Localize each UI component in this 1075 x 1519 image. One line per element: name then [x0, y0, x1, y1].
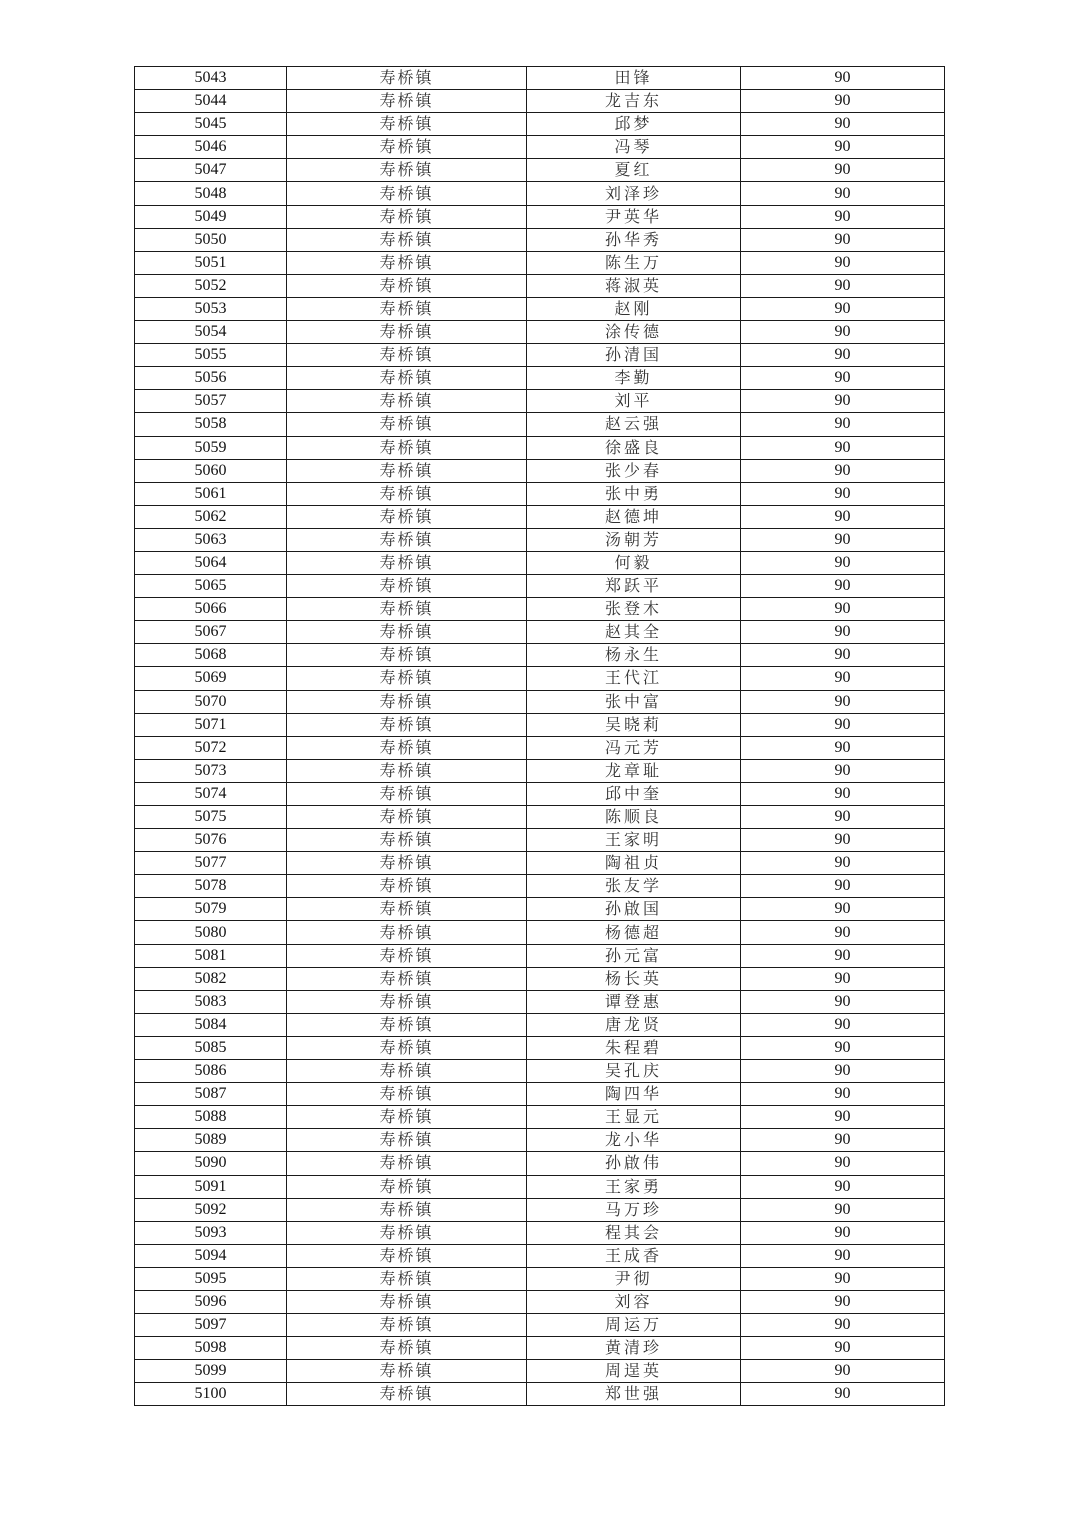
row-number-cell: 5081 [135, 944, 287, 967]
table-row [135, 1360, 945, 1383]
amount-cell: 90 [741, 875, 945, 898]
table-row [135, 274, 945, 297]
row-number-cell: 5045 [135, 113, 287, 136]
table-row [135, 251, 945, 274]
town-cell: 寿桥镇 [287, 551, 527, 574]
amount-cell: 90 [741, 736, 945, 759]
town-cell: 寿桥镇 [287, 1083, 527, 1106]
table-row [135, 921, 945, 944]
amount-cell: 90 [741, 90, 945, 113]
town-cell: 寿桥镇 [287, 459, 527, 482]
row-number-cell: 5068 [135, 644, 287, 667]
amount-cell: 90 [741, 921, 945, 944]
town-cell: 寿桥镇 [287, 321, 527, 344]
row-number-cell: 5048 [135, 182, 287, 205]
table-row [135, 1083, 945, 1106]
row-number-cell: 5087 [135, 1083, 287, 1106]
name-cell: 杨永生 [527, 644, 741, 667]
name-cell: 尹英华 [527, 205, 741, 228]
town-cell: 寿桥镇 [287, 1060, 527, 1083]
table-row [135, 1060, 945, 1083]
name-cell: 张登木 [527, 598, 741, 621]
row-number-cell: 5080 [135, 921, 287, 944]
row-number-cell: 5084 [135, 1013, 287, 1036]
town-cell: 寿桥镇 [287, 136, 527, 159]
amount-cell: 90 [741, 67, 945, 90]
row-number-cell: 5052 [135, 274, 287, 297]
town-cell: 寿桥镇 [287, 944, 527, 967]
amount-cell: 90 [741, 251, 945, 274]
town-cell: 寿桥镇 [287, 182, 527, 205]
table-row [135, 1267, 945, 1290]
table-row [135, 136, 945, 159]
town-cell: 寿桥镇 [287, 898, 527, 921]
town-cell: 寿桥镇 [287, 667, 527, 690]
row-number-cell: 5059 [135, 436, 287, 459]
amount-cell: 90 [741, 1036, 945, 1059]
name-cell: 孙啟伟 [527, 1152, 741, 1175]
table-row [135, 1106, 945, 1129]
name-cell: 李勤 [527, 367, 741, 390]
name-cell: 徐盛良 [527, 436, 741, 459]
name-cell: 张友学 [527, 875, 741, 898]
town-cell: 寿桥镇 [287, 621, 527, 644]
town-cell: 寿桥镇 [287, 1383, 527, 1406]
name-cell: 刘平 [527, 390, 741, 413]
amount-cell: 90 [741, 990, 945, 1013]
name-cell: 杨长英 [527, 967, 741, 990]
town-cell: 寿桥镇 [287, 990, 527, 1013]
town-cell: 寿桥镇 [287, 875, 527, 898]
amount-cell: 90 [741, 1129, 945, 1152]
table-row [135, 621, 945, 644]
row-number-cell: 5058 [135, 413, 287, 436]
town-cell: 寿桥镇 [287, 1244, 527, 1267]
row-number-cell: 5089 [135, 1129, 287, 1152]
row-number-cell: 5099 [135, 1360, 287, 1383]
row-number-cell: 5069 [135, 667, 287, 690]
town-cell: 寿桥镇 [287, 413, 527, 436]
name-cell: 朱程碧 [527, 1036, 741, 1059]
name-cell: 张中富 [527, 690, 741, 713]
row-number-cell: 5071 [135, 713, 287, 736]
row-number-cell: 5047 [135, 159, 287, 182]
town-cell: 寿桥镇 [287, 1129, 527, 1152]
name-cell: 陶四华 [527, 1083, 741, 1106]
row-number-cell: 5065 [135, 575, 287, 598]
row-number-cell: 5088 [135, 1106, 287, 1129]
table-row [135, 1221, 945, 1244]
row-number-cell: 5078 [135, 875, 287, 898]
amount-cell: 90 [741, 344, 945, 367]
table-row [135, 944, 945, 967]
town-cell: 寿桥镇 [287, 67, 527, 90]
table-row [135, 1337, 945, 1360]
name-cell: 孙华秀 [527, 228, 741, 251]
table-row [135, 344, 945, 367]
amount-cell: 90 [741, 1314, 945, 1337]
name-cell: 龙吉东 [527, 90, 741, 113]
name-cell: 黄清珍 [527, 1337, 741, 1360]
amount-cell: 90 [741, 297, 945, 320]
row-number-cell: 5085 [135, 1036, 287, 1059]
row-number-cell: 5063 [135, 528, 287, 551]
amount-cell: 90 [741, 436, 945, 459]
row-number-cell: 5086 [135, 1060, 287, 1083]
name-cell: 周运万 [527, 1314, 741, 1337]
name-cell: 郑跃平 [527, 575, 741, 598]
table-row [135, 667, 945, 690]
name-cell: 程其会 [527, 1221, 741, 1244]
row-number-cell: 5043 [135, 67, 287, 90]
table-row [135, 67, 945, 90]
amount-cell: 90 [741, 482, 945, 505]
table-row [135, 367, 945, 390]
amount-cell: 90 [741, 1383, 945, 1406]
town-cell: 寿桥镇 [287, 967, 527, 990]
town-cell: 寿桥镇 [287, 1198, 527, 1221]
name-cell: 张少春 [527, 459, 741, 482]
table-row [135, 1175, 945, 1198]
town-cell: 寿桥镇 [287, 344, 527, 367]
row-number-cell: 5044 [135, 90, 287, 113]
town-cell: 寿桥镇 [287, 1106, 527, 1129]
town-cell: 寿桥镇 [287, 297, 527, 320]
row-number-cell: 5070 [135, 690, 287, 713]
amount-cell: 90 [741, 598, 945, 621]
amount-cell: 90 [741, 1152, 945, 1175]
table-row [135, 90, 945, 113]
amount-cell: 90 [741, 205, 945, 228]
amount-cell: 90 [741, 575, 945, 598]
name-cell: 唐龙贤 [527, 1013, 741, 1036]
row-number-cell: 5074 [135, 782, 287, 805]
name-cell: 吴晓莉 [527, 713, 741, 736]
name-cell: 田锋 [527, 67, 741, 90]
name-cell: 周逞英 [527, 1360, 741, 1383]
amount-cell: 90 [741, 829, 945, 852]
amount-cell: 90 [741, 1060, 945, 1083]
name-cell: 汤朝芳 [527, 528, 741, 551]
table-row [135, 713, 945, 736]
town-cell: 寿桥镇 [287, 1013, 527, 1036]
row-number-cell: 5082 [135, 967, 287, 990]
row-number-cell: 5067 [135, 621, 287, 644]
row-number-cell: 5098 [135, 1337, 287, 1360]
name-cell: 刘容 [527, 1290, 741, 1313]
row-number-cell: 5064 [135, 551, 287, 574]
amount-cell: 90 [741, 944, 945, 967]
amount-cell: 90 [741, 644, 945, 667]
town-cell: 寿桥镇 [287, 113, 527, 136]
row-number-cell: 5076 [135, 829, 287, 852]
name-cell: 刘泽珍 [527, 182, 741, 205]
amount-cell: 90 [741, 1290, 945, 1313]
table-row [135, 159, 945, 182]
table-row [135, 528, 945, 551]
name-cell: 冯琴 [527, 136, 741, 159]
amount-cell: 90 [741, 182, 945, 205]
row-number-cell: 5090 [135, 1152, 287, 1175]
amount-cell: 90 [741, 1106, 945, 1129]
table-row [135, 736, 945, 759]
table-row [135, 644, 945, 667]
table-row [135, 413, 945, 436]
town-cell: 寿桥镇 [287, 1360, 527, 1383]
amount-cell: 90 [741, 321, 945, 344]
table-row [135, 1290, 945, 1313]
name-cell: 蒋淑英 [527, 274, 741, 297]
name-cell: 马万珍 [527, 1198, 741, 1221]
amount-cell: 90 [741, 1244, 945, 1267]
name-cell: 赵云强 [527, 413, 741, 436]
name-cell: 孙元富 [527, 944, 741, 967]
amount-cell: 90 [741, 136, 945, 159]
name-cell: 王家明 [527, 829, 741, 852]
amount-cell: 90 [741, 367, 945, 390]
name-cell: 陈生万 [527, 251, 741, 274]
row-number-cell: 5046 [135, 136, 287, 159]
row-number-cell: 5072 [135, 736, 287, 759]
table-row [135, 967, 945, 990]
row-number-cell: 5050 [135, 228, 287, 251]
town-cell: 寿桥镇 [287, 482, 527, 505]
table-row [135, 852, 945, 875]
town-cell: 寿桥镇 [287, 782, 527, 805]
town-cell: 寿桥镇 [287, 274, 527, 297]
row-number-cell: 5091 [135, 1175, 287, 1198]
town-cell: 寿桥镇 [287, 1036, 527, 1059]
row-number-cell: 5097 [135, 1314, 287, 1337]
amount-cell: 90 [741, 667, 945, 690]
name-cell: 赵其全 [527, 621, 741, 644]
table-row [135, 205, 945, 228]
row-number-cell: 5094 [135, 1244, 287, 1267]
town-cell: 寿桥镇 [287, 921, 527, 944]
name-cell: 谭登惠 [527, 990, 741, 1013]
name-cell: 赵德坤 [527, 505, 741, 528]
table-row [135, 1152, 945, 1175]
amount-cell: 90 [741, 159, 945, 182]
name-cell: 郑世强 [527, 1383, 741, 1406]
name-cell: 陶祖贞 [527, 852, 741, 875]
name-cell: 张中勇 [527, 482, 741, 505]
amount-cell: 90 [741, 967, 945, 990]
town-cell: 寿桥镇 [287, 1152, 527, 1175]
table-row [135, 829, 945, 852]
row-number-cell: 5051 [135, 251, 287, 274]
town-cell: 寿桥镇 [287, 367, 527, 390]
table-row [135, 1036, 945, 1059]
table-row [135, 1198, 945, 1221]
name-cell: 孙清国 [527, 344, 741, 367]
amount-cell: 90 [741, 1013, 945, 1036]
town-cell: 寿桥镇 [287, 528, 527, 551]
amount-cell: 90 [741, 806, 945, 829]
row-number-cell: 5054 [135, 321, 287, 344]
name-cell: 杨德超 [527, 921, 741, 944]
amount-cell: 90 [741, 1083, 945, 1106]
amount-cell: 90 [741, 690, 945, 713]
amount-cell: 90 [741, 1221, 945, 1244]
row-number-cell: 5075 [135, 806, 287, 829]
town-cell: 寿桥镇 [287, 713, 527, 736]
table-row [135, 182, 945, 205]
amount-cell: 90 [741, 228, 945, 251]
table-row [135, 875, 945, 898]
amount-cell: 90 [741, 551, 945, 574]
amount-cell: 90 [741, 390, 945, 413]
town-cell: 寿桥镇 [287, 759, 527, 782]
name-cell: 何毅 [527, 551, 741, 574]
row-number-cell: 5062 [135, 505, 287, 528]
town-cell: 寿桥镇 [287, 251, 527, 274]
name-cell: 龙章耻 [527, 759, 741, 782]
town-cell: 寿桥镇 [287, 1337, 527, 1360]
town-cell: 寿桥镇 [287, 205, 527, 228]
amount-cell: 90 [741, 1337, 945, 1360]
table-row [135, 782, 945, 805]
town-cell: 寿桥镇 [287, 690, 527, 713]
amount-cell: 90 [741, 1198, 945, 1221]
table-row [135, 228, 945, 251]
amount-cell: 90 [741, 759, 945, 782]
table-row [135, 505, 945, 528]
town-cell: 寿桥镇 [287, 436, 527, 459]
table-row [135, 297, 945, 320]
amount-cell: 90 [741, 528, 945, 551]
amount-cell: 90 [741, 113, 945, 136]
name-cell: 孙啟国 [527, 898, 741, 921]
town-cell: 寿桥镇 [287, 806, 527, 829]
row-number-cell: 5077 [135, 852, 287, 875]
row-number-cell: 5061 [135, 482, 287, 505]
table-row [135, 321, 945, 344]
amount-cell: 90 [741, 782, 945, 805]
town-cell: 寿桥镇 [287, 575, 527, 598]
town-cell: 寿桥镇 [287, 505, 527, 528]
row-number-cell: 5049 [135, 205, 287, 228]
name-cell: 龙小华 [527, 1129, 741, 1152]
table-row [135, 759, 945, 782]
town-cell: 寿桥镇 [287, 1267, 527, 1290]
town-cell: 寿桥镇 [287, 736, 527, 759]
table-row [135, 1244, 945, 1267]
town-cell: 寿桥镇 [287, 228, 527, 251]
row-number-cell: 5056 [135, 367, 287, 390]
name-cell: 赵刚 [527, 297, 741, 320]
table-row [135, 113, 945, 136]
row-number-cell: 5066 [135, 598, 287, 621]
table-row [135, 575, 945, 598]
roster-table-body [135, 67, 945, 1406]
amount-cell: 90 [741, 1175, 945, 1198]
town-cell: 寿桥镇 [287, 1290, 527, 1313]
row-number-cell: 5095 [135, 1267, 287, 1290]
row-number-cell: 5092 [135, 1198, 287, 1221]
table-row [135, 598, 945, 621]
name-cell: 夏红 [527, 159, 741, 182]
table-row [135, 690, 945, 713]
table-row [135, 1013, 945, 1036]
name-cell: 邱梦 [527, 113, 741, 136]
table-row [135, 990, 945, 1013]
town-cell: 寿桥镇 [287, 852, 527, 875]
amount-cell: 90 [741, 852, 945, 875]
name-cell: 尹彻 [527, 1267, 741, 1290]
town-cell: 寿桥镇 [287, 1314, 527, 1337]
name-cell: 邱中奎 [527, 782, 741, 805]
name-cell: 冯元芳 [527, 736, 741, 759]
amount-cell: 90 [741, 1267, 945, 1290]
table-row [135, 1314, 945, 1337]
town-cell: 寿桥镇 [287, 390, 527, 413]
amount-cell: 90 [741, 898, 945, 921]
table-row [135, 436, 945, 459]
table-row [135, 1383, 945, 1406]
table-row [135, 806, 945, 829]
row-number-cell: 5057 [135, 390, 287, 413]
row-number-cell: 5055 [135, 344, 287, 367]
town-cell: 寿桥镇 [287, 644, 527, 667]
name-cell: 王成香 [527, 1244, 741, 1267]
row-number-cell: 5073 [135, 759, 287, 782]
town-cell: 寿桥镇 [287, 90, 527, 113]
amount-cell: 90 [741, 413, 945, 436]
row-number-cell: 5096 [135, 1290, 287, 1313]
name-cell: 涂传德 [527, 321, 741, 344]
roster-table [134, 66, 945, 1406]
row-number-cell: 5100 [135, 1383, 287, 1406]
name-cell: 陈顺良 [527, 806, 741, 829]
name-cell: 王家勇 [527, 1175, 741, 1198]
table-row [135, 551, 945, 574]
amount-cell: 90 [741, 621, 945, 644]
row-number-cell: 5083 [135, 990, 287, 1013]
table-row [135, 482, 945, 505]
row-number-cell: 5060 [135, 459, 287, 482]
table-row [135, 898, 945, 921]
town-cell: 寿桥镇 [287, 829, 527, 852]
town-cell: 寿桥镇 [287, 1175, 527, 1198]
amount-cell: 90 [741, 274, 945, 297]
table-row [135, 459, 945, 482]
name-cell: 王代江 [527, 667, 741, 690]
row-number-cell: 5053 [135, 297, 287, 320]
town-cell: 寿桥镇 [287, 1221, 527, 1244]
amount-cell: 90 [741, 505, 945, 528]
town-cell: 寿桥镇 [287, 159, 527, 182]
amount-cell: 90 [741, 459, 945, 482]
table-row [135, 390, 945, 413]
amount-cell: 90 [741, 713, 945, 736]
name-cell: 吴孔庆 [527, 1060, 741, 1083]
amount-cell: 90 [741, 1360, 945, 1383]
town-cell: 寿桥镇 [287, 598, 527, 621]
name-cell: 王显元 [527, 1106, 741, 1129]
row-number-cell: 5079 [135, 898, 287, 921]
table-row [135, 1129, 945, 1152]
row-number-cell: 5093 [135, 1221, 287, 1244]
